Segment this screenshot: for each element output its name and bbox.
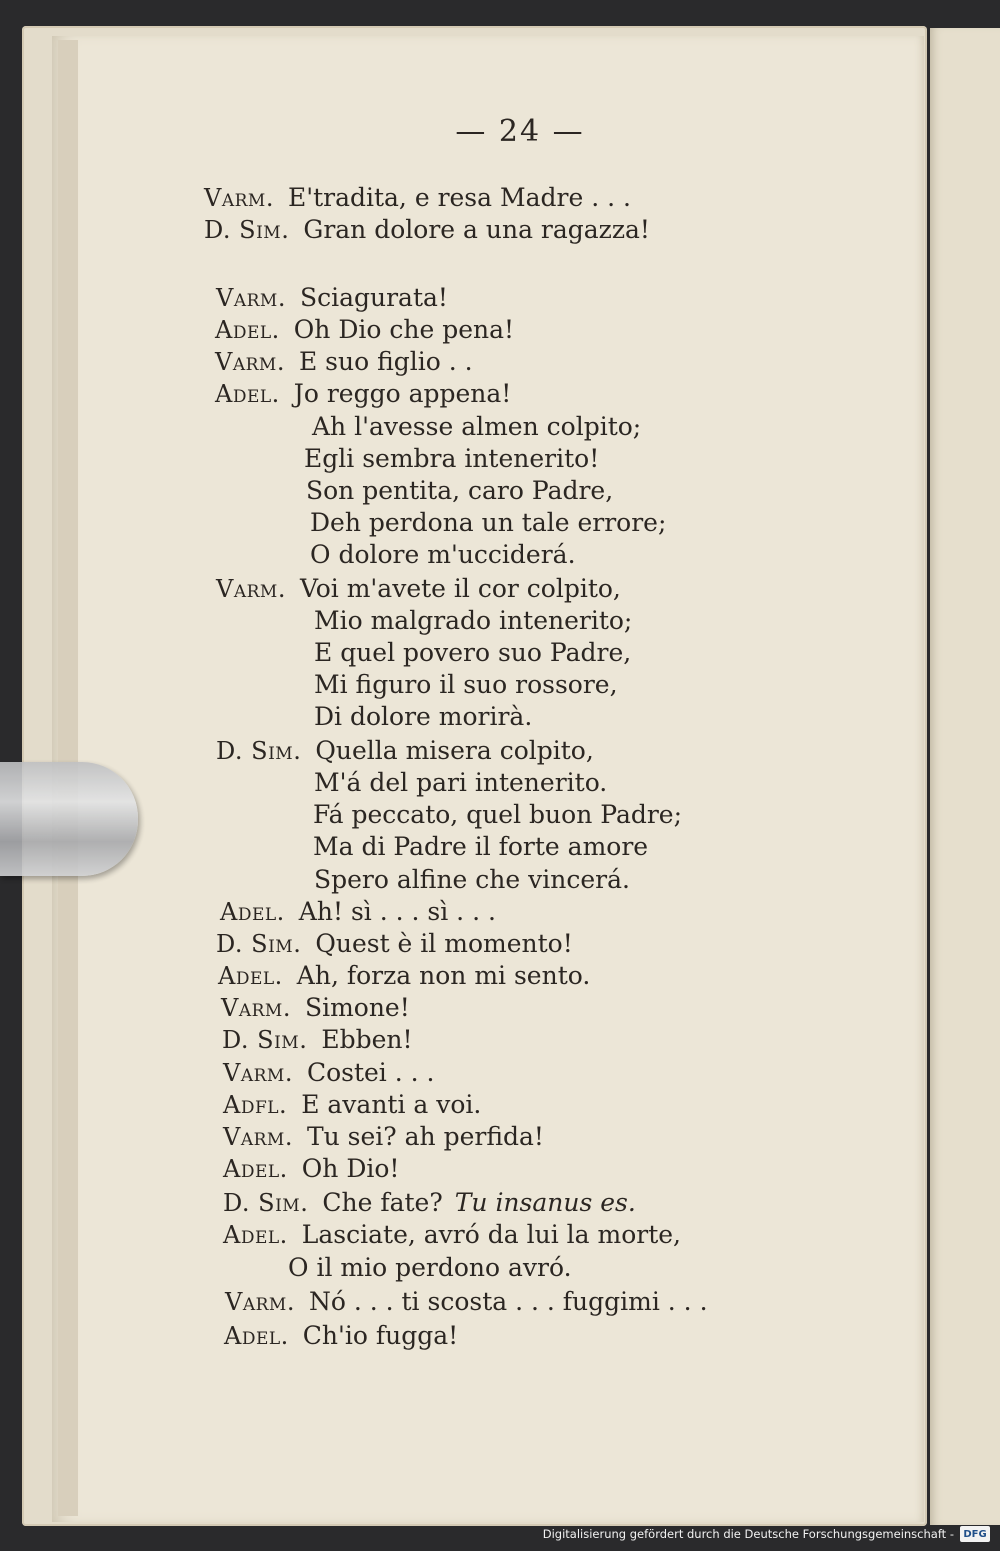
verse-text: O il mio perdono avró. xyxy=(288,1253,572,1282)
speaker-name: Varm. xyxy=(225,1288,295,1316)
page-number: — 24 — xyxy=(455,114,585,149)
verse-text: Quella misera colpito, xyxy=(315,736,594,765)
verse-line xyxy=(314,701,532,733)
speaker-name: Varm. xyxy=(216,575,286,603)
verse-line xyxy=(310,539,576,571)
verse-line xyxy=(223,1121,544,1153)
verse-text: Son pentita, caro Padre, xyxy=(306,476,614,505)
verse-text: E quel povero suo Padre, xyxy=(314,638,632,667)
verse-line xyxy=(223,1153,399,1185)
verse-text: E suo figlio . . xyxy=(298,347,473,376)
speaker-name: Adel. xyxy=(223,1221,288,1249)
verse-line xyxy=(314,864,630,896)
verse-line xyxy=(204,182,631,214)
speaker-name: Adfl. xyxy=(223,1091,288,1119)
latin-aside: Tu insanus es. xyxy=(454,1188,636,1217)
verse-text: Voi m'avete il cor colpito, xyxy=(299,574,621,603)
verse-text: Di dolore morirà. xyxy=(314,702,533,731)
verse-text: E'tradita, e resa Madre . . . xyxy=(287,183,631,212)
verse-text: Fá peccato, quel buon Padre; xyxy=(313,800,683,829)
verse-text: Egli sembra intenerito! xyxy=(304,444,600,473)
speaker-name: Adel. xyxy=(224,1322,289,1350)
verse-line xyxy=(304,443,599,475)
speaker-name: D. Sim. xyxy=(204,216,290,244)
speaker-name: D. Sim. xyxy=(222,1026,308,1054)
verse-text: Che fate? xyxy=(322,1188,443,1217)
verse-line xyxy=(215,314,514,346)
verse-line xyxy=(314,637,631,669)
dfg-logo: DFG xyxy=(960,1526,990,1542)
verse-line xyxy=(225,1286,708,1318)
verse-line xyxy=(223,1219,681,1251)
speaker-name: Adel. xyxy=(223,1155,288,1183)
verse-text: Ah! sì . . . sì . . . xyxy=(298,897,496,926)
verse-text: Ebben! xyxy=(321,1025,413,1054)
speaker-name: Varm. xyxy=(223,1123,293,1151)
verse-text: Mio malgrado intenerito; xyxy=(314,606,633,635)
speaker-name: Adel. xyxy=(220,898,285,926)
verse-line xyxy=(215,346,473,378)
verse-text: Ah, forza non mi sento. xyxy=(296,961,591,990)
verse-text: Jo reggo appena! xyxy=(293,379,512,408)
verse-text: Lasciate, avró da lui la morte, xyxy=(301,1220,681,1249)
speaker-name: Adel. xyxy=(215,380,280,408)
verse-line xyxy=(204,214,650,246)
verse-line xyxy=(216,928,573,960)
page-holder-clip xyxy=(0,762,138,876)
verse-text: Mi figuro il suo rossore, xyxy=(314,670,618,699)
speaker-name: Varm. xyxy=(221,994,291,1022)
verse-text: O dolore m'ucciderá. xyxy=(310,540,576,569)
verse-text: Ch'io fugga! xyxy=(302,1321,459,1350)
verse-line xyxy=(313,831,648,863)
verse-text: Ma di Padre il forte amore xyxy=(313,832,649,861)
verse-line xyxy=(221,992,410,1024)
speaker-name: D. Sim. xyxy=(216,737,302,765)
verse-line xyxy=(216,573,621,605)
speaker-name: Varm. xyxy=(216,284,286,312)
verse-text: Simone! xyxy=(304,993,410,1022)
verse-text: Deh perdona un tale errore; xyxy=(310,508,667,537)
verse-line xyxy=(306,475,613,507)
speaker-name: D. Sim. xyxy=(216,930,302,958)
verse-line xyxy=(314,605,632,637)
verse-text: Ah l'avesse almen colpito; xyxy=(312,412,642,441)
verse-line xyxy=(288,1252,572,1284)
verse-line xyxy=(314,767,607,799)
verse-text: M'á del pari intenerito. xyxy=(314,768,608,797)
verse-text: Spero alfine che vincerá. xyxy=(314,865,630,894)
facing-page-edge xyxy=(930,28,1000,1525)
verse-line xyxy=(224,1320,458,1352)
verse-text: Oh Dio che pena! xyxy=(293,315,515,344)
verse-text: Gran dolore a una ragazza! xyxy=(303,215,650,244)
verse-line xyxy=(218,960,590,992)
speaker-name: Varm. xyxy=(223,1059,293,1087)
funding-footer xyxy=(543,1523,990,1545)
verse-line xyxy=(223,1057,434,1089)
verse-line xyxy=(314,669,618,701)
speaker-name: Adel. xyxy=(218,962,283,990)
verse-text: E avanti a voi. xyxy=(301,1090,482,1119)
verse-line xyxy=(222,1024,413,1056)
verse-line xyxy=(312,411,641,443)
verse-text: Tu sei? ah perfida! xyxy=(306,1122,544,1151)
verse-text: Quest è il momento! xyxy=(315,929,573,958)
verse-line xyxy=(223,1089,481,1121)
verse-text: Costei . . . xyxy=(306,1058,435,1087)
verse-text: Oh Dio! xyxy=(301,1154,400,1183)
verse-line xyxy=(215,378,511,410)
verse-text: Nó . . . ti scosta . . . fuggimi . . . xyxy=(308,1287,708,1316)
speaker-name: Varm. xyxy=(215,348,285,376)
verse-line xyxy=(220,896,496,928)
funding-text: Digitalisierung gefördert durch die Deutsche Forschungsgemeinschaft - xyxy=(542,1527,954,1541)
verse-line xyxy=(216,282,448,314)
speaker-name: Varm. xyxy=(204,184,274,212)
verse-text: Sciagurata! xyxy=(299,283,448,312)
speaker-name: Adel. xyxy=(215,316,280,344)
verse-line xyxy=(310,507,666,539)
verse-line xyxy=(216,735,594,767)
speaker-name: D. Sim. xyxy=(223,1189,309,1217)
verse-line xyxy=(223,1187,636,1219)
verse-line xyxy=(313,799,682,831)
